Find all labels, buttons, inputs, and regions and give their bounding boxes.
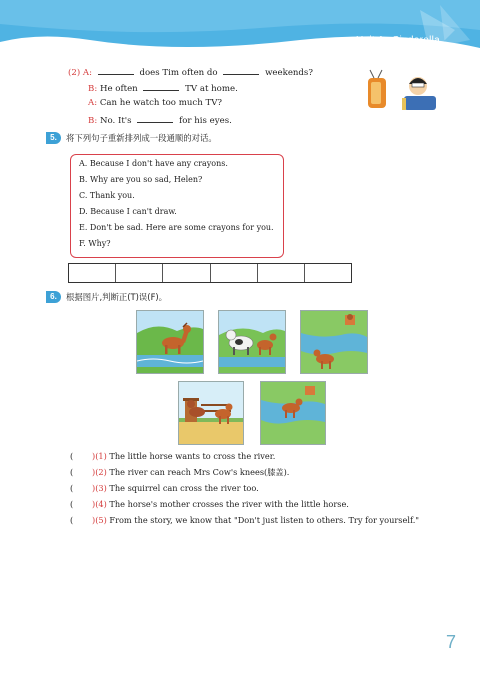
speaker-a: A:: [82, 68, 93, 78]
line-text: weekends?: [265, 68, 313, 78]
header-banner: [0, 0, 480, 62]
question-5-title: 将下列句子重新排列成一段通顺的对话。: [66, 133, 217, 143]
unit-title: [348, 35, 440, 46]
option-f: F. Why?: [79, 239, 111, 248]
line-text: for his eyes.: [179, 116, 232, 126]
speaker-b: B:: [88, 84, 98, 94]
answer-paren[interactable]: (: [70, 499, 74, 509]
unit-name: Cinderella: [391, 35, 440, 46]
answer-blank[interactable]: [137, 114, 173, 123]
line-text: TV at home.: [185, 84, 238, 94]
answer-cell[interactable]: [116, 264, 163, 282]
answer-cell[interactable]: [258, 264, 305, 282]
story-picture-3: [300, 310, 368, 374]
dialogue-line-3: [88, 98, 222, 108]
dialogue-line-4: [88, 114, 232, 126]
statement-2: [70, 467, 289, 478]
dialogue-line-2: [88, 82, 238, 94]
statement-number: )(1): [92, 451, 107, 461]
header-wave: [0, 0, 480, 62]
line-text: does Tim often do: [139, 68, 218, 78]
answer-paren[interactable]: (: [70, 483, 74, 493]
statement-text: The squirrel can cross the river too.: [109, 483, 259, 493]
statement-5: [70, 515, 419, 525]
answer-cell[interactable]: [211, 264, 258, 282]
option-b: B. Why are you so sad, Helen?: [79, 175, 203, 184]
speaker-a: A:: [88, 98, 98, 108]
line-text: Can he watch too much TV?: [99, 98, 223, 108]
answer-grid: [68, 263, 352, 283]
statement-text: The little horse wants to cross the river.: [109, 451, 276, 461]
statement-4: [70, 499, 349, 509]
option-e: E. Don't be sad. Here are some crayons for you.: [79, 223, 274, 232]
story-picture-4: [178, 381, 244, 445]
statement-text: The river can reach Mrs Cow's knees(膝盖).: [109, 467, 290, 477]
line-text: He often: [99, 84, 138, 94]
answer-cell[interactable]: [163, 264, 210, 282]
answer-blank[interactable]: [223, 66, 259, 75]
answer-paren[interactable]: (: [70, 451, 74, 461]
answer-cell[interactable]: [305, 264, 351, 282]
line-text: No. It's: [99, 116, 132, 126]
answer-blank[interactable]: [98, 66, 134, 75]
option-d: D. Because I can't draw.: [79, 207, 177, 216]
options-box: [70, 154, 284, 258]
answer-paren[interactable]: (: [70, 515, 74, 525]
statement-number: )(3): [92, 483, 107, 493]
tv-watching-illustration: [364, 68, 438, 112]
statement-number: )(4): [92, 499, 107, 509]
statement-text: The horse's mother crosses the river with the little horse.: [109, 499, 349, 509]
statement-3: [70, 483, 259, 493]
dialogue-line-1: [68, 66, 313, 78]
option-a: A. Because I don't have any crayons.: [79, 159, 228, 168]
statement-1: [70, 451, 275, 461]
option-c: C. Thank you.: [79, 191, 135, 200]
dialogue-number: (2): [68, 68, 81, 78]
story-picture-2: [218, 310, 286, 374]
answer-cell[interactable]: [69, 264, 116, 282]
question-5-badge: 5.: [46, 132, 61, 144]
story-picture-5: [260, 381, 326, 445]
page-number: 7: [445, 632, 456, 652]
answer-blank[interactable]: [143, 82, 179, 91]
story-picture-1: [136, 310, 204, 374]
answer-paren[interactable]: (: [70, 467, 74, 477]
statement-text: From the story, we know that "Don't just listen to others. Try for yourself.": [109, 515, 420, 525]
statement-number: )(2): [92, 467, 107, 477]
speaker-b: B:: [88, 116, 98, 126]
question-6-title: 根据图片,判断正(T)误(F)。: [66, 292, 168, 302]
unit-label: Unit 1: [356, 35, 384, 46]
statement-number: )(5): [92, 515, 107, 525]
question-6-badge: 6.: [46, 291, 61, 303]
